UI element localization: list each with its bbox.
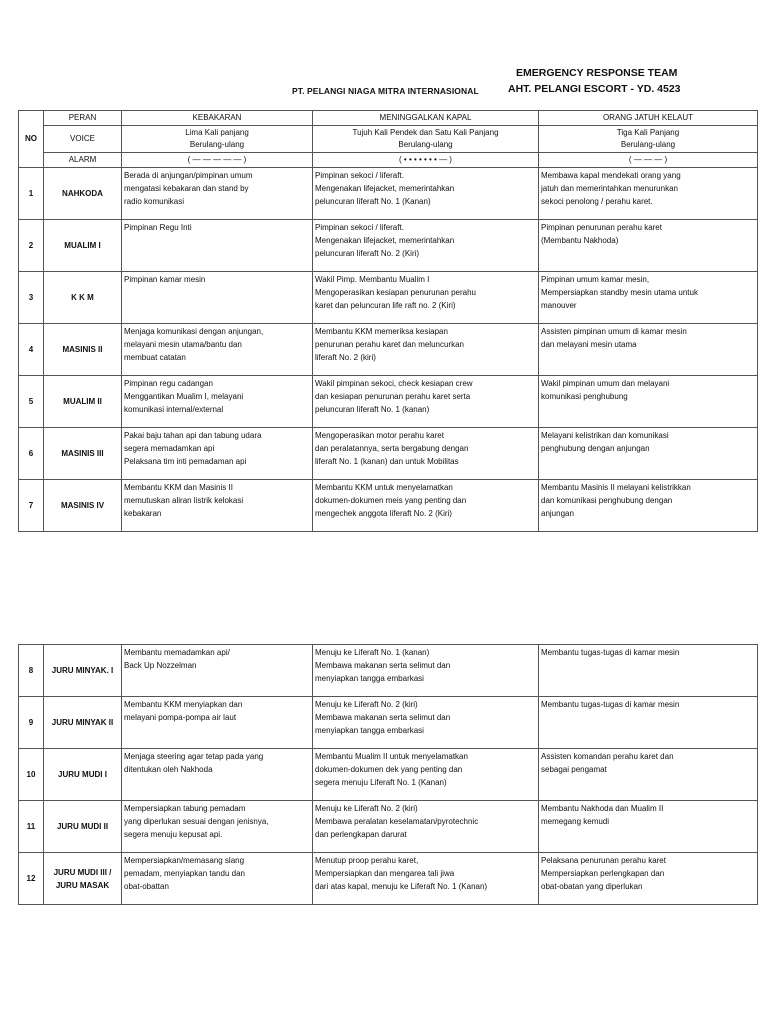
emergency-roster-table-page2 [18,644,758,905]
table-row [19,749,758,801]
row-number: 6 [19,428,44,480]
row-meninggalkan-duty: Menuju ke Liferaft No. 1 (kanan) Membawa makanan serta selimut dan menyiapkan tangga embarkasi [313,645,539,697]
row-jatuh-duty: Pimpinan umum kamar mesin, Mempersiapkan standby mesin utama untuk manouver [539,272,758,324]
row-kebakaran-duty: Berada di anjungan/pimpinan umum mengatasi kebakaran dan stand by radio komunikasi [122,168,313,220]
row-number: 7 [19,480,44,532]
row-jatuh-duty: Pelaksana penurunan perahu karet Mempersiapkan perlengkapan dan obat-obatan yang diperlukan [539,853,758,905]
row-role: MUALIM I [44,220,122,272]
voice-kebakaran: Lima Kali panjang Berulang-ulang [122,126,313,153]
row-number: 3 [19,272,44,324]
alarm-kebakaran: ( — — — — — ) [122,153,313,168]
table-row [19,645,758,697]
row-kebakaran-duty: Mempersiapkan tabung pemadam yang diperlukan sesuai dengan jenisnya, segera menuju kepusat api. [122,801,313,853]
row-jatuh-duty: Membantu tugas-tugas di kamar mesin [539,697,758,749]
header-peran: PERAN [44,111,122,126]
row-role: JURU MINYAK. I [44,645,122,697]
row-role: K K M [44,272,122,324]
header-kebakaran: KEBAKARAN [122,111,313,126]
table-row [19,480,758,532]
row-role: NAHKODA [44,168,122,220]
table-row [19,376,758,428]
row-kebakaran-duty: Pimpinan Regu Inti [122,220,313,272]
row-jatuh-duty: Melayani kelistrikan dan komunikasi penghubung dengan anjungan [539,428,758,480]
table-row [19,853,758,905]
row-meninggalkan-duty: Membantu Mualim II untuk menyelamatkan dokumen-dokumen dek yang penting dan segera menuju Liferaft No. 1 (Kanan) [313,749,539,801]
voice-meninggalkan: Tujuh Kali Pendek dan Satu Kali Panjang Berulang-ulang [313,126,539,153]
row-jatuh-duty: Wakil pimpinan umum dan melayani komunikasi penghubung [539,376,758,428]
row-number: 12 [19,853,44,905]
row-jatuh-duty: Membantu tugas-tugas di kamar mesin [539,645,758,697]
row-role: JURU MUDI II [44,801,122,853]
row-jatuh-duty: Membantu Nakhoda dan Mualim II memegang kemudi [539,801,758,853]
row-kebakaran-duty: Mempersiapkan/memasang slang pemadam, menyiapkan tandu dan obat-obattan [122,853,313,905]
table-row [19,324,758,376]
table-row [19,168,758,220]
row-number: 11 [19,801,44,853]
row-kebakaran-duty: Pakai baju tahan api dan tabung udara segera memadamkan api Pelaksana tim inti pemadaman api [122,428,313,480]
row-role: MASINIS III [44,428,122,480]
row-kebakaran-duty: Membantu KKM dan Masinis II memutuskan aliran listrik kelokasi kebakaran [122,480,313,532]
vessel-title: AHT. PELANGI ESCORT - YD. 4523 [508,83,681,95]
row-meninggalkan-duty: Menuju ke Liferaft No. 2 (kiri) Membawa makanan serta selimut dan menyiapkan tangga embarkasi [313,697,539,749]
row-meninggalkan-duty: Menutup proop perahu karet, Mempersiapkan dan mengarea tali jiwa dari atas kapal, menuju ke Liferaft No. 1 (Kanan) [313,853,539,905]
row-meninggalkan-duty: Membantu KKM memeriksa kesiapan penurunan perahu karet dan meluncurkan liferaft No. 2 (kiri) [313,324,539,376]
row-number: 1 [19,168,44,220]
header-voice: VOICE [44,126,122,153]
table-row [19,272,758,324]
row-role: MASINIS II [44,324,122,376]
row-jatuh-duty: Pimpinan penurunan perahu karet (Membantu Nakhoda) [539,220,758,272]
table-row [19,428,758,480]
row-jatuh-duty: Assisten pimpinan umum di kamar mesin dan melayani mesin utama [539,324,758,376]
row-role: JURU MUDI I [44,749,122,801]
alarm-jatuh: ( — — — ) [539,153,758,168]
row-meninggalkan-duty: Mengoperasikan motor perahu karet dan peralatannya, serta bergabung dengan liferaft No. 1 (kanan) dan untuk Mobilitas [313,428,539,480]
row-number: 5 [19,376,44,428]
header-alarm: ALARM [44,153,122,168]
row-kebakaran-duty: Membantu memadamkan api/ Back Up Nozzelman [122,645,313,697]
row-role: JURU MINYAK II [44,697,122,749]
emergency-roster-table-page1 [18,110,758,532]
company-name: PT. PELANGI NIAGA MITRA INTERNASIONAL [292,86,479,96]
row-meninggalkan-duty: Membantu KKM untuk menyelamatkan dokumen-dokumen meis yang penting dan mengechek anggota liferaft No. 2 (Kiri) [313,480,539,532]
table-row [19,697,758,749]
roster-body-page1 [19,168,758,532]
row-meninggalkan-duty: Menuju ke Liferaft No. 2 (kiri) Membawa peralatan keselamatan/pyrotechnic dan perlengkapan darurat [313,801,539,853]
row-jatuh-duty: Assisten komandan perahu karet dan sebagai pengamat [539,749,758,801]
row-kebakaran-duty: Menjaga komunikasi dengan anjungan, melayani mesin utama/bantu dan membuat catatan [122,324,313,376]
row-role: MASINIS IV [44,480,122,532]
row-number: 8 [19,645,44,697]
row-meninggalkan-duty: Wakil pimpinan sekoci, check kesiapan crew dan kesiapan penurunan perahu karet serta peluncuran liferaft No. 1 (kanan) [313,376,539,428]
table-row [19,220,758,272]
row-jatuh-duty: Membawa kapal mendekati orang yang jatuh dan memerintahkan menurunkan sekoci penolong / perahu karet. [539,168,758,220]
row-number: 10 [19,749,44,801]
row-number: 9 [19,697,44,749]
row-meninggalkan-duty: Pimpinan sekoci / liferaft. Mengenakan lifejacket, memerintahkan peluncuran liferaft No. 1 (Kanan) [313,168,539,220]
row-jatuh-duty: Membantu Masinis II melayani kelistrikkan dan komunikasi penghubung dengan anjungan [539,480,758,532]
row-kebakaran-duty: Membantu KKM menyiapkan dan melayani pompa-pompa air laut [122,697,313,749]
voice-jatuh: Tiga Kali Panjang Berulang-ulang [539,126,758,153]
header-jatuh: ORANG JATUH KELAUT [539,111,758,126]
row-kebakaran-duty: Pimpinan regu cadangan Menggantikan Mualim I, melayani komunikasi internal/external [122,376,313,428]
row-kebakaran-duty: Menjaga steering agar tetap pada yang ditentukan oleh Nakhoda [122,749,313,801]
row-role: MUALIM II [44,376,122,428]
row-number: 4 [19,324,44,376]
table-row [19,801,758,853]
document-title: EMERGENCY RESPONSE TEAM [516,67,678,79]
header-no: NO [19,111,44,168]
row-role: JURU MUDI III / JURU MASAK [44,853,122,905]
row-meninggalkan-duty: Wakil Pimp. Membantu Mualim I Mengoperasikan kesiapan penurunan perahu karet dan peluncuran life raft no. 2 (Kiri) [313,272,539,324]
row-meninggalkan-duty: Pimpinan sekoci / liferaft. Mengenakan lifejacket, memerintahkan peluncuran liferaft No. 2 (Kiri) [313,220,539,272]
row-kebakaran-duty: Pimpinan kamar mesin [122,272,313,324]
row-number: 2 [19,220,44,272]
header-meninggalkan: MENINGGALKAN KAPAL [313,111,539,126]
alarm-meninggalkan: ( • • • • • • • — ) [313,153,539,168]
roster-body-page2 [19,645,758,905]
